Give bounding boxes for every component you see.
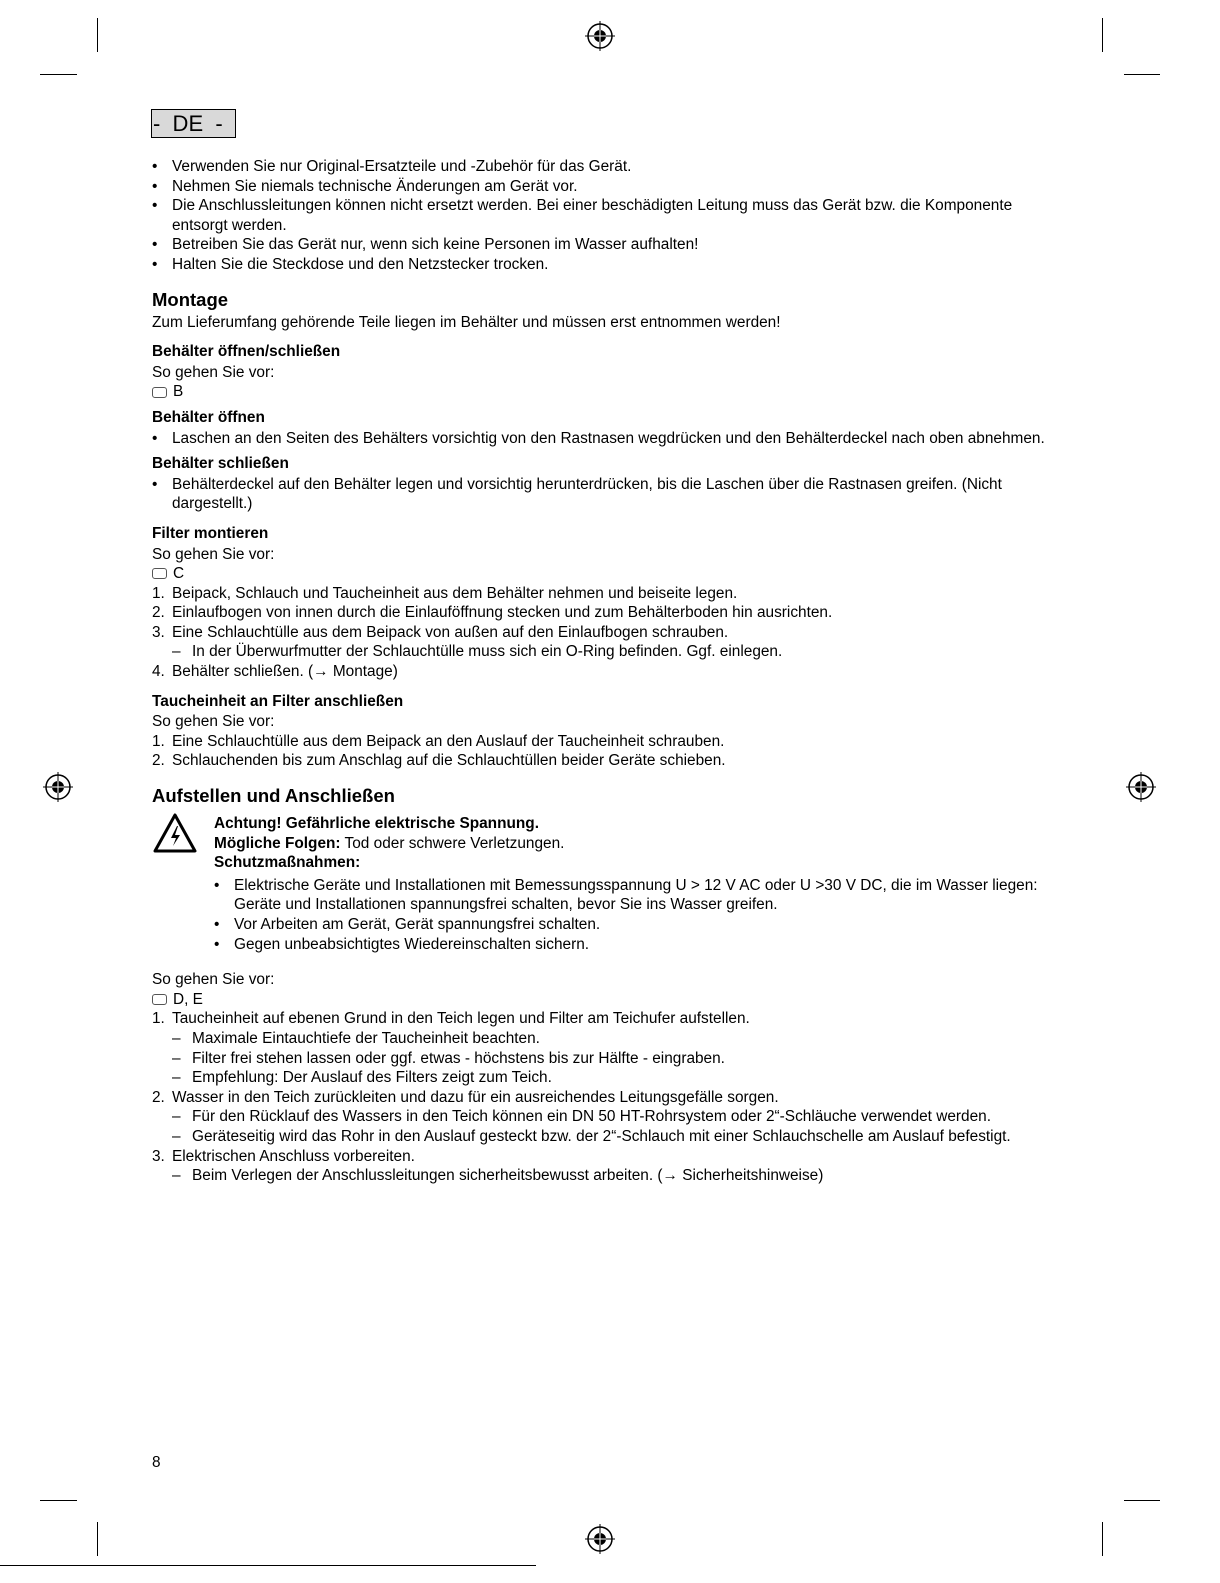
crop-mark	[1124, 74, 1160, 75]
list-item-note: – Für den Rücklauf des Wassers in den Teich können ein DN 50 HT-Rohrsystem oder 2“-Schläuche verwendet werden.	[152, 1107, 1052, 1127]
figure-label: D, E	[173, 990, 203, 1008]
figure-label: B	[173, 383, 184, 401]
list-item: • Verwenden Sie nur Original-Ersatzteile und -Zubehör für das Gerät.	[152, 157, 1052, 177]
crop-mark	[40, 74, 77, 75]
list-item-note: – Filter frei stehen lassen oder ggf. etwas - höchstens bis zur Hälfte - eingraben.	[152, 1049, 1052, 1069]
montage-intro: Zum Lieferumfang gehörende Teile liegen im Behälter und müssen erst entnommen werden!	[152, 313, 781, 331]
list-item: 2. Schlauchenden bis zum Anschlag auf die Schlauchtüllen beider Geräte schieben.	[152, 752, 726, 770]
figure-reference	[152, 564, 1052, 584]
crop-mark	[40, 1500, 77, 1501]
list-item: 2. Einlaufbogen von innen durch die Einlauföffnung stecken und zum Behälterboden hin ausrichten.	[152, 604, 833, 622]
filter-steps	[152, 584, 1052, 682]
subsection-title-filter: Filter montieren	[152, 524, 269, 542]
list-item: • Die Anschlussleitungen können nicht ersetzt werden. Bei einer beschädigten Leitung muss das Gerät bzw. die Komponente entsorgt werden.	[152, 196, 1052, 235]
pump-steps	[152, 732, 1052, 771]
list-item: 4. Behälter schließen. (→ Montage)	[152, 663, 398, 681]
warning-measures-list	[214, 876, 1052, 954]
list-item: 3. Eine Schlauchtülle aus dem Beipack von außen auf den Einlaufbogen schrauben.	[152, 623, 729, 641]
procedure-label: So gehen Sie vor:	[152, 545, 275, 563]
language-tag: - DE -	[151, 109, 236, 138]
list-item: 2. Wasser in den Teich zurückleiten und dazu für ein ausreichendes Leitungsgefälle sorgen.	[152, 1088, 779, 1106]
figure-icon	[152, 387, 167, 398]
subsection-title-close: Behälter schließen	[152, 455, 289, 473]
crop-mark	[97, 1522, 98, 1556]
setup-steps	[152, 1009, 1052, 1185]
list-item: • Vor Arbeiten am Gerät, Gerät spannungsfrei schalten.	[214, 915, 1052, 935]
registration-mark-icon	[1126, 772, 1156, 802]
list-item-note: – Maximale Eintauchtiefe der Taucheinheit beachten.	[152, 1029, 1052, 1049]
list-item: • Laschen an den Seiten des Behälters vorsichtig von den Rastnasen wegdrücken und den Behälterdeckel nach oben abnehmen.	[152, 429, 1052, 449]
page-number: 8	[152, 1454, 161, 1471]
electric-hazard-icon	[152, 812, 198, 854]
subsection-title-open: Behälter öffnen	[152, 408, 265, 426]
figure-reference	[152, 382, 1052, 402]
registration-mark-icon	[585, 1524, 615, 1554]
subsection-title-pump: Taucheinheit an Filter anschließen	[152, 692, 404, 710]
list-item: • Gegen unbeabsichtigtes Wiedereinschalten sichern.	[214, 935, 1052, 955]
procedure-label: So gehen Sie vor:	[152, 363, 275, 381]
warning-consequences: Mögliche Folgen: Tod oder schwere Verletzungen.	[214, 834, 565, 852]
page-content	[152, 157, 1052, 1186]
crop-mark	[97, 18, 98, 52]
list-item: 1. Eine Schlauchtülle aus dem Beipack an den Auslauf der Taucheinheit schrauben.	[152, 732, 725, 750]
figure-icon	[152, 568, 167, 579]
list-item: • Behälterdeckel auf den Behälter legen und vorsichtig herunterdrücken, bis die Laschen über die Rastnasen greifen. (Nicht dargestellt.)	[152, 475, 1052, 514]
registration-mark-icon	[585, 21, 615, 51]
crop-mark	[1124, 1500, 1160, 1501]
list-item: • Nehmen Sie niemals technische Änderungen am Gerät vor.	[152, 177, 1052, 197]
figure-icon	[152, 994, 167, 1005]
section-title-montage: Montage	[152, 288, 229, 310]
list-item: 1. Taucheinheit auf ebenen Grund in den Teich legen und Filter am Teichufer aufstellen.	[152, 1010, 750, 1028]
list-item: • Halten Sie die Steckdose und den Netzstecker trocken.	[152, 255, 1052, 275]
list-item: • Betreiben Sie das Gerät nur, wenn sich keine Personen im Wasser aufhalten!	[152, 235, 1052, 255]
bottom-edge-line	[0, 1565, 536, 1566]
warning-measures-label: Schutzmaßnahmen:	[214, 854, 361, 872]
figure-reference	[152, 990, 1052, 1010]
crop-mark	[1102, 18, 1103, 52]
list-item-note: – Geräteseitig wird das Rohr in den Auslauf gesteckt bzw. der 2“-Schlauch mit einer Schlauchschelle am Auslauf befestigt.	[152, 1127, 1052, 1147]
subsection-title-container: Behälter öffnen/schließen	[152, 343, 341, 361]
section-title-setup: Aufstellen und Anschließen	[152, 785, 395, 807]
list-item-note: – In der Überwurfmutter der Schlauchtülle muss sich ein O-Ring befinden. Ggf. einlegen.	[152, 642, 1052, 662]
crop-mark	[1102, 1522, 1103, 1556]
list-item: 3. Elektrischen Anschluss vorbereiten.	[152, 1147, 415, 1165]
list-item: • Elektrische Geräte und Installationen mit Bemessungsspannung U > 12 V AC oder U >30 V DC, die im Wasser liegen: Geräte und Installationen spannungsfrei schalten, bevor Sie ins Wasser greifen.	[214, 876, 1052, 915]
list-item-note: – Empfehlung: Der Auslauf des Filters zeigt zum Teich.	[152, 1068, 1052, 1088]
registration-mark-icon	[43, 772, 73, 802]
list-item-note: – Beim Verlegen der Anschlussleitungen sicherheitsbewusst arbeiten. (→ Sicherheitshinweise)	[152, 1166, 1052, 1186]
warning-block	[152, 814, 1052, 954]
figure-label: C	[173, 565, 185, 583]
procedure-label: So gehen Sie vor:	[152, 971, 275, 989]
warning-headline: Achtung! Gefährliche elektrische Spannung.	[214, 815, 539, 833]
safety-bullet-list	[152, 157, 1052, 275]
procedure-label: So gehen Sie vor:	[152, 713, 275, 731]
list-item: 1. Beipack, Schlauch und Taucheinheit aus dem Behälter nehmen und beiseite legen.	[152, 584, 738, 602]
